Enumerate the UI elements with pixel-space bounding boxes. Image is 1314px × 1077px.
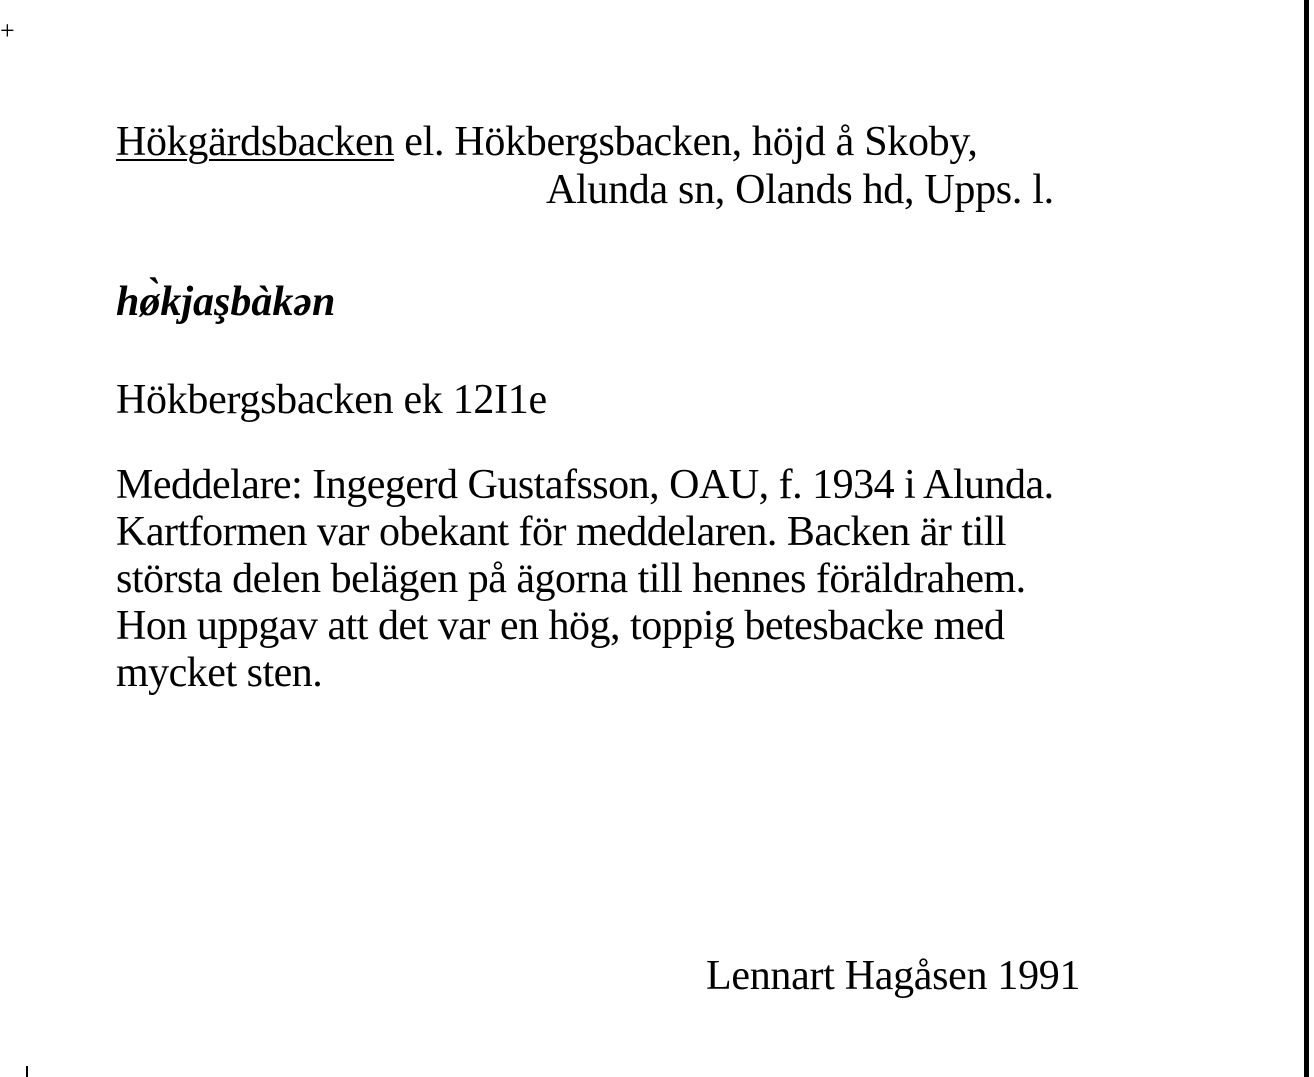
note-line: Kartformen var obekant för meddelaren. Backen är till (116, 509, 1007, 555)
note-line: största delen belägen på ägorna till hennes föräldrahem. (116, 556, 1026, 602)
headword: Hökgärdsbacken (116, 119, 395, 165)
edge-tick-mark (26, 1066, 28, 1077)
map-reference: Hökbergsbacken ek 12I1e (116, 377, 547, 423)
note-line: Hon uppgav att det var en hög, toppig betesbacke med (116, 603, 1005, 649)
headword-variant: el. Hökbergsbacken, höjd å Skoby, (394, 119, 978, 165)
headword-line (116, 118, 978, 166)
signature: Lennart Hagåsen 1991 (706, 953, 1081, 999)
location: Alunda sn, Olands hd, Upps. l. (546, 167, 1054, 213)
phonetic-transcription: hø̀kjaşbàkən (116, 279, 336, 325)
note-line: mycket sten. (116, 650, 323, 696)
card-edge-rule (1304, 0, 1309, 1077)
note-line: Meddelare: Ingegerd Gustafsson, OAU, f. 1934 i Alunda. (116, 462, 1054, 508)
registration-mark: + (0, 16, 15, 45)
informant-note (116, 462, 1276, 697)
